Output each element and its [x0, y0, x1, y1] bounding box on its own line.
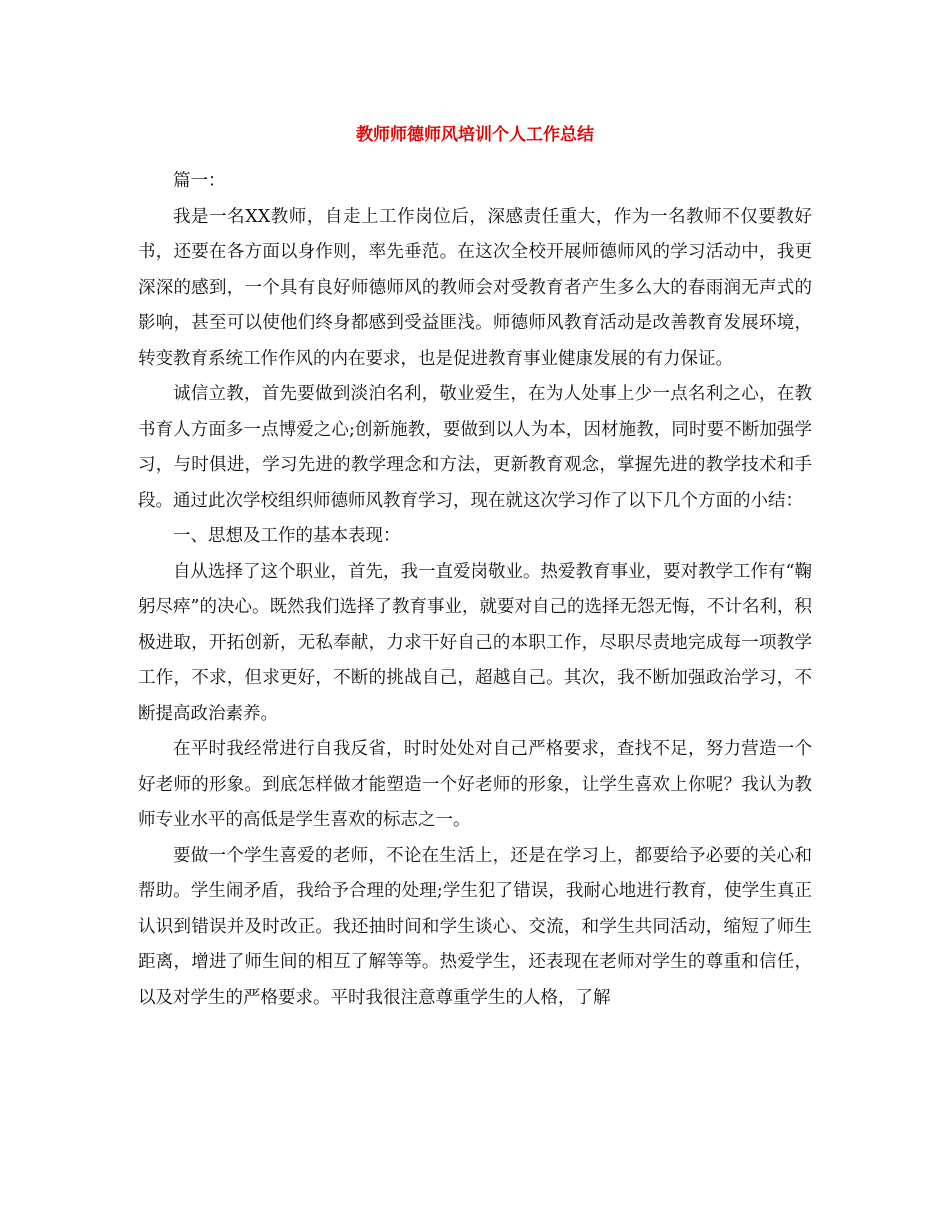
- paragraph: 我是一名XX教师，自走上工作岗位后，深感责任重大，作为一名教师不仅要教好书，还要在各方面以身作则，率先垂范。在这次全校开展师德师风的学习活动中，我更深深的感到，一个具有良好师德师风的教师会对受教育者产生多么大的春雨润无声式的影响，甚至可以使他们终身都感到受益匪浅。师德师风教育活动是改善教育发展环境，转变教育系统工作作风的内在要求，也是促进教育事业健康发展的有力保证。: [138, 206, 812, 369]
- document-title: 教师师德师风培训个人工作总结: [356, 125, 594, 145]
- paragraph: 自从选择了这个职业，首先，我一直爱岗敬业。热爱教育事业，要对教学工作有“鞠躬尽瘁”的决心。既然我们选择了教育事业，就要对自己的选择无怨无悔，不计名利，积极进取，开拓创新，无私奉献，力求干好自己的本职工作，尽职尽责地完成每一项教学工作，不求，但求更好，不断的挑战自己，超越自己。其次，我不断加强政治学习，不断提高政治素养。: [138, 561, 812, 724]
- paragraph: 在平时我经常进行自我反省，时时处处对自己严格要求，查找不足，努力营造一个好老师的形象。到底怎样做才能塑造一个好老师的形象，让学生喜欢上你呢？我认为教师专业水平的高低是学生喜欢的标志之一。: [138, 739, 812, 830]
- paragraph: 要做一个学生喜爱的老师，不论在生活上，还是在学习上，都要给予必要的关心和帮助。学生闹矛盾，我给予合理的处理;学生犯了错误，我耐心地进行教育，使学生真正认识到错误并及时改正。我还抽时间和学生谈心、交流，和学生共同活动，缩短了师生距离，增进了师生间的相互了解等等。热爱学生，还表现在老师对学生的尊重和信任，以及对学生的严格要求。平时我很注意尊重学生的人格，了解: [138, 845, 812, 1008]
- section-heading: 一、思想及工作的基本表现：: [173, 526, 401, 546]
- paragraph: 诚信立教，首先要做到淡泊名利，敬业爱生，在为人处事上少一点名利之心，在教书育人方面多一点博爱之心;创新施教，要做到以人为本，因材施教，同时要不断加强学习，与时俱进，学习先进的教学理念和方法，更新教育观念，掌握先进的教学技术和手段。通过此次学校组织师德师风教育学习，现在就这次学习作了以下几个方面的小结：: [138, 384, 812, 511]
- document-body: [138, 164, 812, 1016]
- section-label-part-one: 篇一：: [173, 171, 226, 191]
